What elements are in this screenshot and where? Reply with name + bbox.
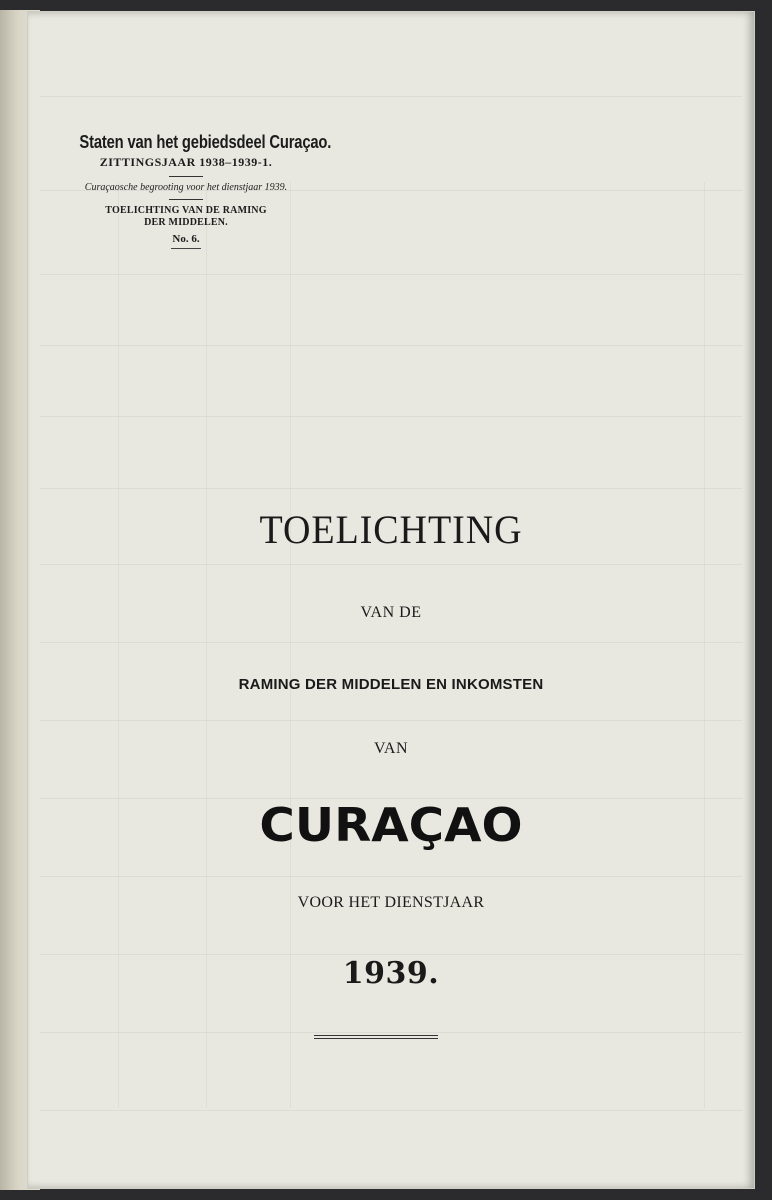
bleed-through-line <box>40 96 742 97</box>
van-de-text: VAN DE <box>360 604 422 621</box>
document-page <box>28 12 754 1188</box>
bleed-through-line <box>40 954 742 955</box>
bleed-through-line <box>40 1032 742 1033</box>
session-year: ZITTINGSJAAR 1938–1939-1. <box>99 155 273 169</box>
document-header <box>56 132 332 249</box>
assembly-title: Staten van het gebiedsdeel Curaçao. <box>79 132 332 152</box>
bleed-through-line <box>40 1110 742 1111</box>
header-divider <box>169 176 203 177</box>
bleed-through-line <box>40 274 742 275</box>
document-number: No. 6. <box>172 233 200 245</box>
van-text: VAN <box>373 740 409 757</box>
explanation-line-2: DER MIDDELEN. <box>144 217 228 228</box>
bleed-through-line <box>40 720 742 721</box>
bottom-double-rule <box>314 1035 438 1039</box>
explanation-line-1: TOELICHTING VAN DE RAMING <box>105 205 267 216</box>
year: 1939. <box>342 956 440 991</box>
budget-line: Curaçaosche begrooting voor het dienstjaar 1939. <box>84 182 288 193</box>
bleed-through-line <box>40 488 742 489</box>
raming-heading: RAMING DER MIDDELEN EN INKOMSTEN <box>238 676 544 693</box>
bleed-through-line <box>40 876 742 877</box>
main-title: TOELICHTING <box>259 507 523 552</box>
header-divider <box>169 199 203 200</box>
bleed-through-line <box>40 345 742 346</box>
place-name: CURAÇAO <box>259 798 523 852</box>
bleed-through-line <box>40 642 742 643</box>
service-year-label: VOOR HET DIENSTJAAR <box>297 894 485 911</box>
number-underline <box>171 248 201 249</box>
bleed-through-line <box>40 416 742 417</box>
bleed-through-line <box>40 564 742 565</box>
